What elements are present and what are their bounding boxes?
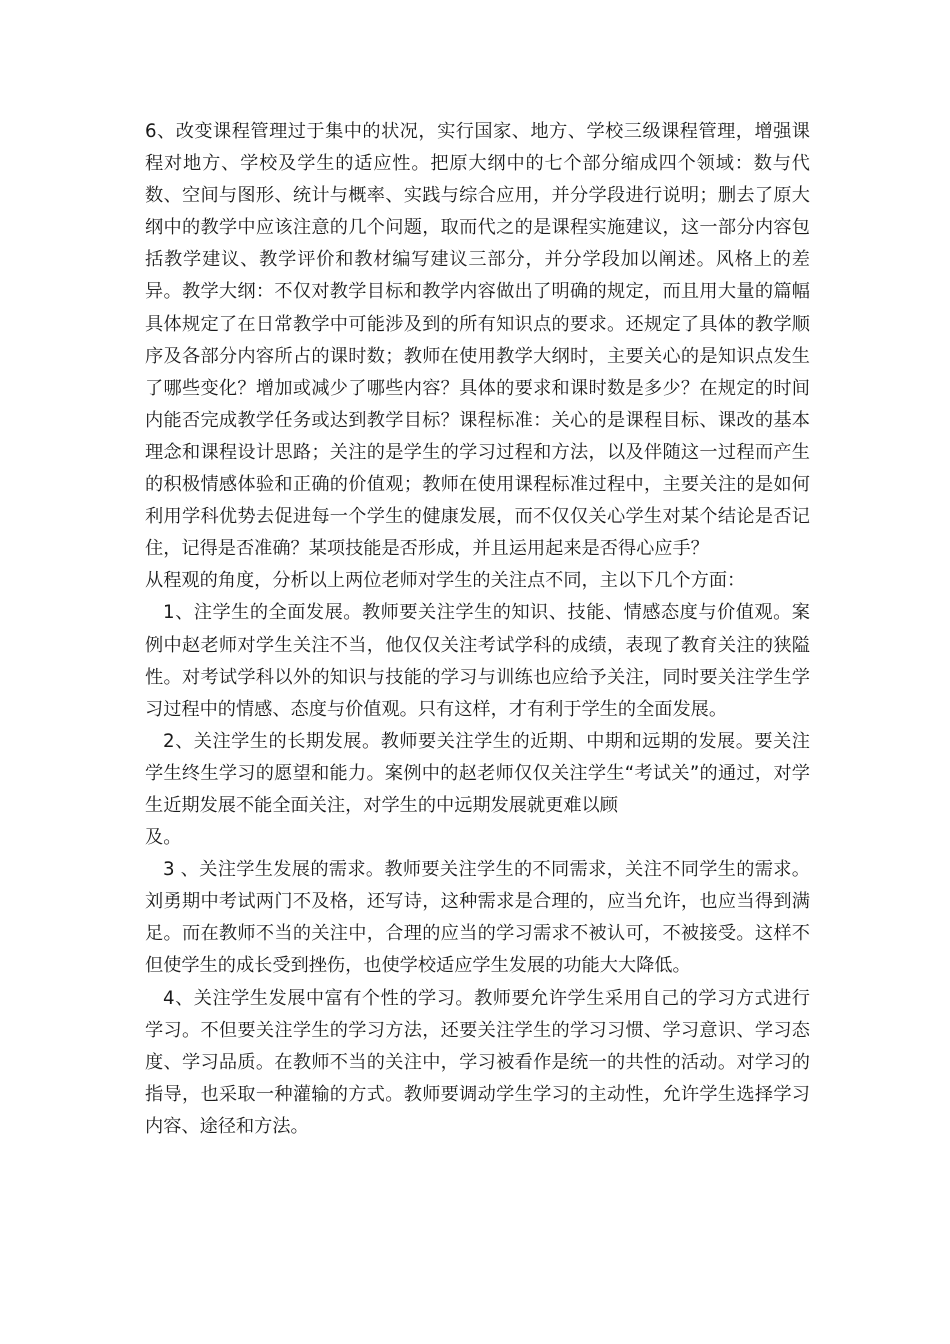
paragraph-point-4: 4、关注学生发展中富有个性的学习。教师要允许学生采用自己的学习方式进行学习。不但要关注学生的学习方法，还要关注学生的学习习惯、学习意识、学习态度、学习品质。在教师不当的关注中，学习被看作是统一的共性的活动。对学习的指导，也采取一种灌输的方式。教师要调动学生学习的主动性，允许学生选择学习内容、途径和方法。 [145,987,810,1137]
document-body [145,116,810,1143]
paragraph-point-2: 2、关注学生的长期发展。教师要关注学生的近期、中期和远期的发展。要关注学生终生学习的愿望和能力。案例中的赵老师仅仅关注学生“考试关”的通过，对学生近期发展不能全面关注，对学生的中远期发展就更难以顾 [145,730,810,816]
paragraph-point-2-continued: 及。 [145,827,182,849]
paragraph-analysis-intro: 从程观的角度，分析以上两位老师对学生的关注点不同，主以下几个方面： [145,570,746,592]
paragraph-point-3: 3 、关注学生发展的需求。教师要关注学生的不同需求，关注不同学生的需求。刘勇期中考试两门不及格，还写诗，这种需求是合理的，应当允许，也应当得到满足。而在教师不当的关注中，合理的应当的学习需求不被认可，不被接受。这样不但使学生的成长受到挫伤，也使学校适应学生发展的功能大大降低。 [145,859,810,977]
paragraph-point-1: 1、注学生的全面发展。教师要关注学生的知识、技能、情感态度与价值观。案例中赵老师对学生关注不当，他仅仅关注考试学科的成绩，表现了教育关注的狭隘性。对考试学科以外的知识与技能的学习与训练也应给予关注，同时要关注学生学习过程中的情感、态度与价值观。只有这样，才有利于学生的全面发展。 [145,602,810,720]
paragraph-curriculum-management: 6、改变课程管理过于集中的状况，实行国家、地方、学校三级课程管理，增强课程对地方、学校及学生的适应性。把原大纲中的七个部分缩成四个领域：数与代数、空间与图形、统计与概率、实践与综合应用，并分学段进行说明；删去了原大纲中的教学中应该注意的几个问题，取而代之的是课程实施建议，这一部分内容包括教学建议、教学评价和教材编写建议三部分，并分学段加以阐述。风格上的差异。教学大纲：不仅对教学目标和教学内容做出了明确的规定，而且用大量的篇幅具体规定了在日常教学中可能涉及到的所有知识点的要求。还规定了具体的教学顺序及各部分内容所占的课时数；教师在使用教学大纲时，主要关心的是知识点发生了哪些变化？增加或减少了哪些内容？具体的要求和课时数是多少？在规定的时间内能否完成教学任务或达到教学目标？课程标准：关心的是课程目标、课改的基本理念和课程设计思路；关注的是学生的学习过程和方法，以及伴随这一过程而产生的积极情感体验和正确的价值观；教师在使用课程标准过程中，主要关注的是如何利用学科优势去促进每一个学生的健康发展，而不仅仅关心学生对某个结论是否记住，记得是否准确？某项技能是否形成，并且运用起来是否得心应手？ [145,121,810,560]
